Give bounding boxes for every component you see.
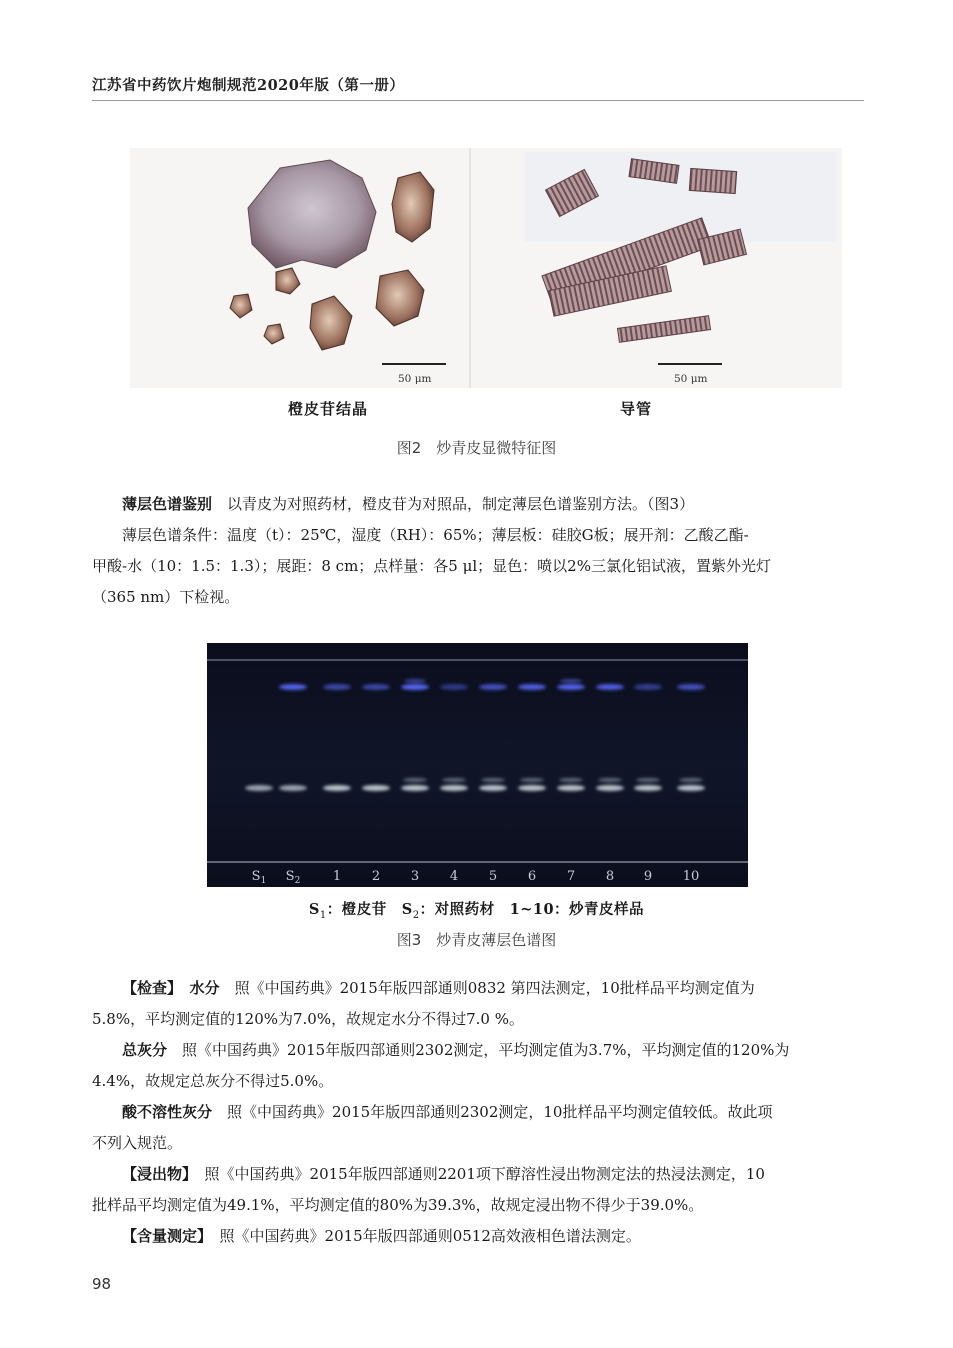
scale-label-right: 50 μm — [674, 373, 708, 385]
label-hesperidin-crystal: 橙皮苷结晶 — [288, 400, 369, 418]
lane-label-3: 3 — [410, 869, 420, 884]
extract-section-label: 【浸出物】 — [122, 1165, 190, 1183]
spot-lower-7 — [557, 785, 585, 791]
label-vessel: 导管 — [620, 400, 653, 418]
ash-line2: 4.4%，故规定总灰分不得过5.0%。 — [92, 1072, 334, 1090]
legend-s2-symbol: $S_2$ — [401, 901, 420, 921]
tlc-intro — [92, 489, 864, 521]
spot-lower-10 — [677, 785, 705, 791]
spot-lower-9 — [634, 785, 662, 791]
spot-mid-7 — [559, 778, 583, 782]
lane-label-7: 7 — [566, 869, 576, 884]
moisture-line1 — [92, 973, 864, 1005]
legend-s1-symbol: $S_1$ — [308, 901, 327, 921]
figure2-caption: 图2 炒青皮显微特征图 — [396, 439, 557, 457]
total-ash-text: 照《中国药典》2015年版四部通则2302测定，平均测定值为3.7%，平均测定值的120%为 — [182, 1041, 790, 1059]
tlc-conditions-line3: （365 nm）下检视。 — [92, 588, 240, 606]
spot-mid-9 — [636, 778, 660, 782]
legend-samples: 1~10：炒青皮样品 — [509, 901, 645, 918]
spot-mid-5 — [481, 778, 505, 782]
spot-upper-2 — [362, 684, 390, 690]
spot-upper-4 — [440, 684, 468, 690]
acid-insoluble-ash-text: 照《中国药典》2015年版四部通则2302测定，10批样品平均测定值较低。故此项 — [227, 1103, 773, 1121]
spot-lower-1 — [323, 785, 351, 791]
ash-line1 — [92, 1035, 864, 1067]
extract-line1 — [92, 1159, 864, 1191]
lane-label-s1: $S_1$ — [251, 869, 267, 886]
spot-upper2-3 — [404, 679, 426, 683]
spot-upper-1 — [323, 684, 351, 690]
legend-s1-text: ：橙皮苷 — [326, 901, 387, 918]
spot-upper-3 — [401, 684, 429, 690]
microscopy-image — [130, 148, 842, 388]
spot-upper-6 — [518, 684, 546, 690]
spot-lower-s2 — [279, 785, 307, 791]
spot-upper-s2 — [279, 684, 307, 690]
lane-label-10: 10 — [682, 869, 700, 884]
lane-label-1: 1 — [332, 869, 342, 884]
spot-upper-9 — [634, 684, 662, 690]
spot-lower-6 — [518, 785, 546, 791]
acid-ash-line1 — [92, 1097, 864, 1129]
tlc-conditions-line2: 甲酸-水（10：1.5：1.3）；展距：8 cm；点样量：各5 μl；显色：喷以2%三氯化铝试液，置紫外光灯 — [92, 557, 771, 575]
spot-mid-4 — [442, 778, 466, 782]
lane-label-9: 9 — [643, 869, 653, 884]
spot-upper-8 — [596, 684, 624, 690]
lane-label-4: 4 — [449, 869, 459, 884]
spot-lower-4 — [440, 785, 468, 791]
moisture-line2: 5.8%，平均测定值的120%为7.0%，故规定水分不得过7.0 %。 — [92, 1010, 524, 1028]
spot-upper-10 — [677, 684, 705, 690]
spot-mid-6 — [520, 778, 544, 782]
extract-line2: 批样品平均测定值为49.1%，平均测定值的80%为39.3%，故规定浸出物不得少于39.0%。 — [92, 1196, 704, 1214]
spot-mid-8 — [598, 778, 622, 782]
spot-lower-3 — [401, 785, 429, 791]
extract-text: 照《中国药典》2015年版四部通则2201项下醇溶性浸出物测定法的热浸法测定，10 — [204, 1165, 765, 1183]
tlc-section-title: 薄层色谱鉴别 — [122, 495, 213, 513]
spot-mid-10 — [679, 778, 703, 782]
lane-label-2: 2 — [371, 869, 381, 884]
spot-mid-3 — [403, 778, 427, 782]
moisture-label: 水分 — [189, 979, 220, 997]
moisture-text: 照《中国药典》2015年版四部通则0832 第四法测定，10批样品平均测定值为 — [234, 979, 755, 997]
total-ash-label: 总灰分 — [122, 1041, 168, 1059]
spot-upper-7 — [557, 684, 585, 690]
spot-lower-5 — [479, 785, 507, 791]
legend-s2-text: ：对照药材 — [419, 901, 495, 918]
acid-ash-line2: 不列入规范。 — [92, 1134, 183, 1152]
lane-label-8: 8 — [605, 869, 615, 884]
tlc-plate-image — [207, 643, 748, 887]
figure3-caption: 图3 炒青皮薄层色谱图 — [396, 931, 557, 949]
spot-upper-5 — [479, 684, 507, 690]
spot-lower-8 — [596, 785, 624, 791]
tlc-legend — [0, 898, 953, 921]
header-rule — [92, 100, 864, 101]
lane-label-s2: $S_2$ — [285, 869, 301, 886]
tlc-plate — [207, 643, 748, 887]
lane-label-6: 6 — [527, 869, 537, 884]
assay-line — [92, 1221, 864, 1253]
page-number: 98 — [92, 1275, 112, 1293]
assay-text: 照《中国药典》2015年版四部通则0512高效液相色谱法测定。 — [219, 1227, 641, 1245]
inspection-section-label: 【检查】 — [122, 979, 175, 997]
lane-label-5: 5 — [488, 869, 498, 884]
acid-insoluble-ash-label: 酸不溶性灰分 — [122, 1103, 213, 1121]
assay-section-label: 【含量测定】 — [122, 1227, 205, 1245]
microscopy-figure — [130, 148, 842, 388]
tlc-conditions-line1: 薄层色谱条件：温度（t）：25℃，湿度（RH）：65%；薄层板：硅胶G板；展开剂：乙酸乙酯- — [122, 526, 749, 544]
scale-label-left: 50 μm — [398, 373, 432, 385]
spot-upper2-7 — [560, 679, 582, 683]
spot-lower-s1 — [245, 785, 273, 791]
tlc-intro-text: 以青皮为对照药材，橙皮苷为对照品，制定薄层色谱鉴别方法。（图3） — [227, 495, 695, 513]
spot-lower-2 — [362, 785, 390, 791]
running-header: 江苏省中药饮片炮制规范2020年版（第一册） — [92, 77, 405, 94]
